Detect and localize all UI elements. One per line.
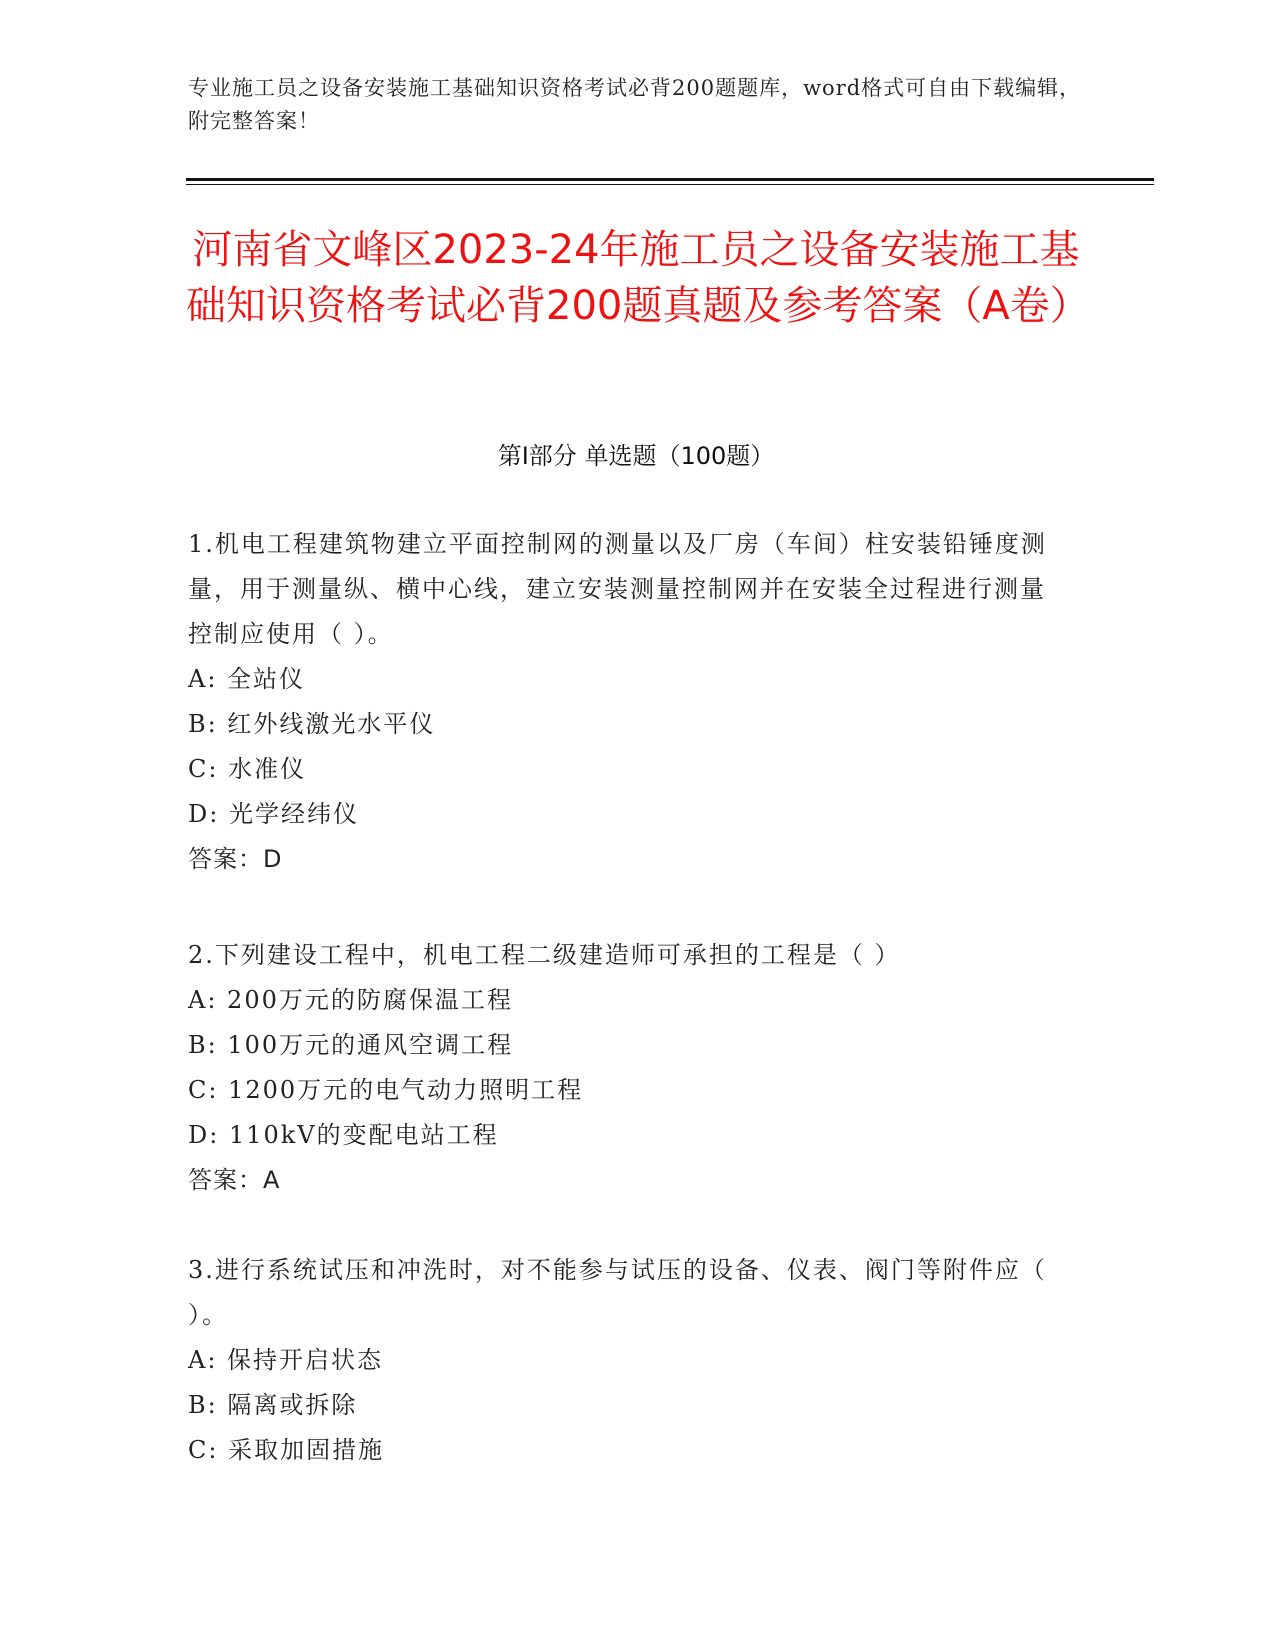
- question-stem: 2.下列建设工程中，机电工程二级建造师可承担的工程是（ ）: [188, 941, 901, 969]
- question-stem: 1.机电工程建筑物建立平面控制网的测量以及厂房（车间）柱安装铅锤度测量，用于测量纵、横中心线，建立安装测量控制网并在安装全过程进行测量控制应使用（ ）。: [188, 530, 1047, 648]
- option-b: B: 红外线激光水平仪: [188, 710, 436, 738]
- option-a: A: 全站仪: [188, 665, 306, 693]
- question-3: [188, 1248, 1058, 1473]
- option-b: B: 隔离或拆除: [188, 1391, 358, 1419]
- option-c: C: 1200万元的电气动力照明工程: [188, 1076, 584, 1104]
- option-b: B: 100万元的通风空调工程: [188, 1031, 514, 1059]
- option-d: D: 光学经纬仪: [188, 800, 359, 828]
- section-heading: 第I部分 单选题（100题）: [497, 442, 775, 470]
- option-a: A: 保持开启状态: [188, 1346, 384, 1374]
- option-a: A: 200万元的防腐保温工程: [188, 986, 513, 1014]
- header-divider-thin: [186, 184, 1154, 185]
- question-stem: 3.进行系统试压和冲洗时，对不能参与试压的设备、仪表、阀门等附件应（ ）。: [188, 1256, 1047, 1329]
- header-note: 专业施工员之设备安装施工基础知识资格考试必背200题题库，word格式可自由下载编辑，附完整答案！: [188, 76, 1082, 133]
- option-d: D: 110kV的变配电站工程: [188, 1121, 499, 1149]
- answer: 答案：D: [188, 845, 283, 873]
- document-title: 河南省文峰区2023-24年施工员之设备安装施工基础知识资格考试必背200题真题及参考答案（A卷）: [186, 227, 1090, 329]
- option-c: C: 采取加固措施: [188, 1436, 385, 1464]
- answer: 答案：A: [188, 1166, 281, 1194]
- question-2: [188, 933, 1058, 1203]
- header-divider-thick: [186, 178, 1154, 181]
- option-c: C: 水准仪: [188, 755, 307, 783]
- question-1: [188, 522, 1058, 882]
